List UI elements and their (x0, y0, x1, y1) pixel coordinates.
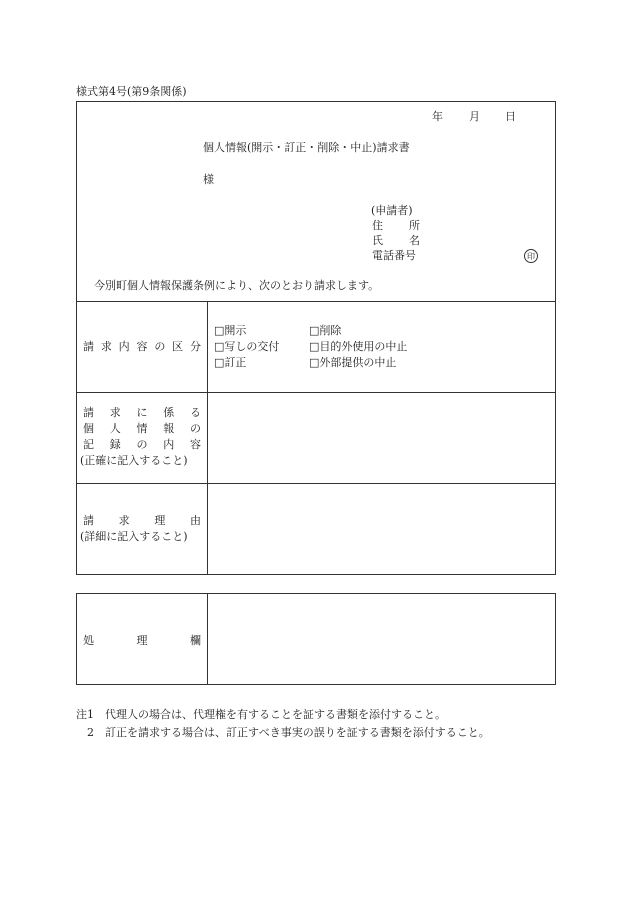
form-number: 様式第4号(第9条関係) (76, 85, 187, 98)
phone-label: 電話番号 (372, 249, 416, 262)
record-note: (正確に記入すること) (80, 454, 188, 467)
column-divider (207, 593, 208, 685)
column-divider (207, 301, 208, 575)
note-1: 注1 代理人の場合は、代理権を有することを証する書類を添付すること。 (76, 708, 446, 721)
option-correction-checkbox[interactable]: □訂正 (214, 356, 247, 369)
applicant-heading: (申請者) (371, 204, 413, 217)
option-stop-misuse-checkbox[interactable]: □目的外使用の中止 (309, 340, 408, 353)
option-copy-checkbox[interactable]: □写しの交付 (214, 340, 280, 353)
record-label-line-1: 請 求 に 係 る (83, 406, 201, 419)
date-day: 日 (505, 110, 516, 123)
option-deletion-checkbox[interactable]: □削除 (309, 324, 342, 337)
divider (76, 301, 556, 302)
intro-sentence: 今別町個人情報保護条例により、次のとおり請求します。 (94, 279, 380, 292)
record-label-line-2: 個 人 情 報 の (83, 422, 201, 435)
note-2: 2 訂正を請求する場合は、訂正すべき事実の誤りを証する書類を添付すること。 (76, 726, 490, 739)
reason-field[interactable] (209, 485, 554, 573)
option-disclosure-checkbox[interactable]: □開示 (214, 324, 247, 337)
reason-note: (詳細に記入すること) (80, 530, 188, 543)
form-title: 個人情報(開示・訂正・削除・中止)請求書 (203, 141, 410, 154)
addressee-suffix: 様 (203, 173, 214, 186)
name-label: 氏 名 (372, 234, 420, 247)
address-label: 住 所 (372, 219, 420, 232)
date-month: 月 (469, 110, 480, 123)
date-year: 年 (432, 110, 443, 123)
option-stop-external-checkbox[interactable]: □外部提供の中止 (309, 356, 397, 369)
processing-label: 処 理 欄 (83, 634, 201, 647)
divider (76, 392, 556, 393)
divider (76, 483, 556, 484)
seal-mark: 印 (524, 249, 538, 263)
reason-label: 請 求 理 由 (83, 514, 201, 527)
record-label-line-3: 記 録 の 内 容 (83, 438, 201, 451)
category-label: 請 求 内 容 の 区 分 (83, 340, 201, 353)
record-content-field[interactable] (209, 394, 554, 481)
